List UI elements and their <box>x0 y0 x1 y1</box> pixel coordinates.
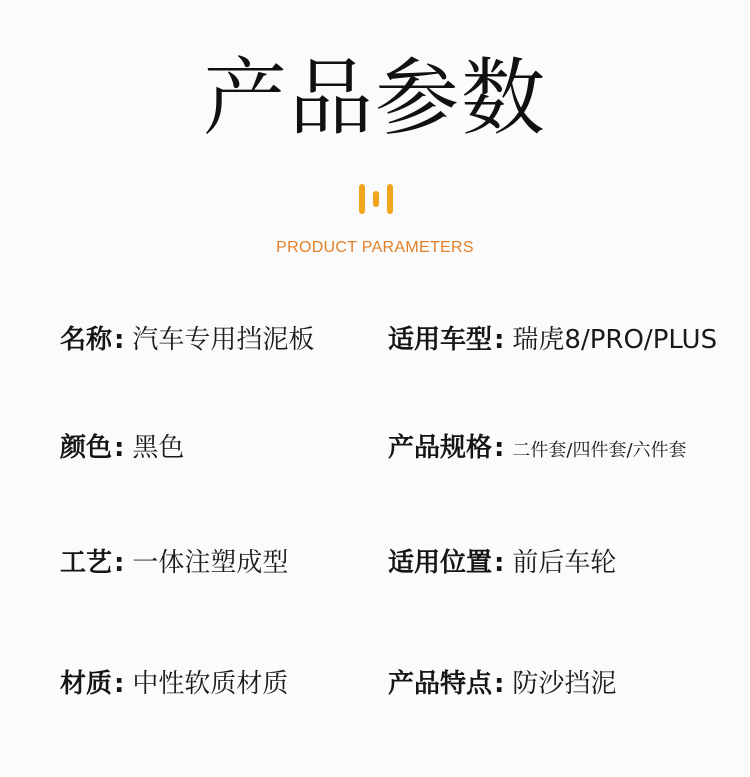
param-separator: : <box>114 433 125 463</box>
param-separator: : <box>494 548 505 578</box>
param-position <box>388 543 616 583</box>
param-compatible-model <box>388 320 717 360</box>
param-separator: : <box>114 669 125 699</box>
param-value: 汽车专用挡泥板 <box>132 325 315 355</box>
param-separator: : <box>494 669 505 699</box>
param-value: 中性软质材质 <box>132 669 289 699</box>
page-title: 产品参数 <box>202 49 547 147</box>
page-subtitle: PRODUCT PARAMETERS <box>276 239 474 256</box>
param-spec <box>388 428 687 468</box>
param-process <box>60 543 288 583</box>
param-label: 产品规格 <box>388 433 493 463</box>
param-name <box>60 320 314 360</box>
param-value: 前后车轮 <box>512 548 617 578</box>
param-label: 适用车型 <box>388 325 493 355</box>
param-value: 一体注塑成型 <box>132 548 289 578</box>
param-value: 瑞虎8/PRO/PLUS <box>512 325 718 355</box>
param-value: 黑色 <box>132 433 185 463</box>
param-label: 适用位置 <box>388 548 493 578</box>
param-label: 材质 <box>60 669 113 699</box>
param-separator: : <box>114 548 125 578</box>
param-material <box>60 664 288 704</box>
param-feature <box>388 664 616 704</box>
param-label: 产品特点 <box>388 669 493 699</box>
param-color <box>60 428 184 468</box>
param-separator: : <box>494 433 505 463</box>
param-label: 名称 <box>60 325 113 355</box>
param-separator: : <box>114 325 125 355</box>
param-separator: : <box>494 325 505 355</box>
param-label: 颜色 <box>60 433 113 463</box>
param-value: 防沙挡泥 <box>512 669 617 699</box>
param-value: 二件套/四件套/六件套 <box>512 440 687 461</box>
param-label: 工艺 <box>60 548 113 578</box>
orange-bars-icon <box>359 181 393 217</box>
